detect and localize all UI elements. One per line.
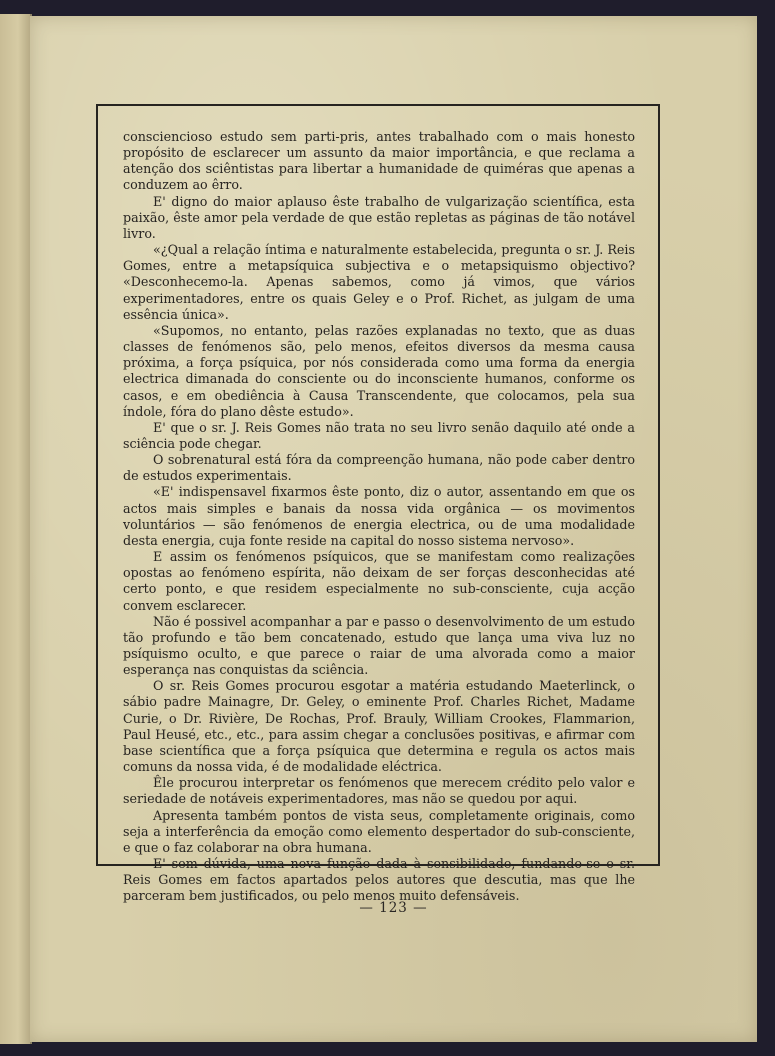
paragraph: Não é possivel acompanhar a par e passo o desenvolvimento de um estudo tão profundo e tão bem concatenado, estudo que lança uma viva luz no psíquismo oculto, e que parece o raiar de uma alvorada como a maior esperança nas conquistas da sciência. (123, 613, 635, 678)
paragraph: E' que o sr. J. Reis Gomes não trata no seu livro senão daquilo até onde a sciência pode chegar. (123, 419, 635, 451)
paragraph: «E' indispensavel fixarmos êste ponto, diz o autor, assentando em que os actos mais simples e banais da nossa vida orgânica — os movimentos voluntários — são fenómenos de energia electrica, ou de uma modalidade desta energia, cuja fonte reside na capital do nosso sistema nervoso». (123, 484, 635, 548)
previous-page-edge (0, 14, 32, 1044)
body-text (123, 129, 635, 905)
paragraph: Êle procurou interpretar os fenómenos que merecem crédito pelo valor e seriedade de notáveis experimentadores, mas não se quedou por aqui. (123, 775, 635, 807)
paragraph: Apresenta também pontos de vista seus, completamente originais, como seja a interferência da emoção como elemento despertador do sub-consciente, e que o faz colaborar na obra humana. (123, 807, 635, 855)
paragraph: O sr. Reis Gomes procurou esgotar a matéria estudando Maeterlinck, o sábio padre Mainagre, Dr. Geley, o eminente Prof. Charles Richet, Madame Curie, o Dr. Rivière, De Rochas, Prof. Brauly, William Crookes, Flammarion, Paul Heusé, etc., etc., para assim chegar a conclusões positivas, e afirmar com base scientífica que a força psíquica que determina e regula os actos mais comuns da nossa vida, é de modalidade eléctrica. (123, 678, 635, 775)
paragraph: «Supomos, no entanto, pelas razões explanadas no texto, que as duas classes de fenómenos são, pelo menos, efeitos diversos da mesma causa próxima, a força psíquica, por nós considerada como uma forma da energia electrica dimanada do consciente ou do inconsciente humanos, conforme os casos, e em obediência à Causa Transcendente, que colocamos, pela sua índole, fóra do plano dêste estudo». (123, 322, 635, 419)
paragraph: «¿Qual a relação íntima e naturalmente estabelecida, pregunta o sr. J. Reis Gomes, entre a metapsíquica subjectiva e o metapsiquismo objectivo? «Desconhecemo-la. Apenas sabemos, como já vimos, que vários experimentadores, entre os quais Geley e o Prof. Richet, as julgam de uma essência única». (123, 242, 635, 322)
page-number: — 123 — (359, 900, 428, 916)
paragraph: E' digno do maior aplauso êste trabalho de vulgarização scientífica, esta paixão, êste amor pela verdade de que estão repletas as páginas de tão notável livro. (123, 193, 635, 241)
page-sheet (30, 16, 757, 1042)
paragraph: E' sem dúvida, uma nova função dada à sensibilidade, fundando-se o sr. Reis Gomes em factos apartados pelos autores que descutia, mas que lhe parceram bem justificados, ou pelo menos muito defensáveis. (123, 856, 635, 904)
paragraph: O sobrenatural está fóra da compreenção humana, não pode caber dentro de estudos experimentais. (123, 452, 635, 484)
paragraph: consciencioso estudo sem parti-pris, antes trabalhado com o mais honesto propósito de esclarecer um assunto da maior importância, e que reclama a atenção dos sciêntistas para libertar a humanidade de quiméras que apenas a conduzem ao êrro. (123, 129, 635, 193)
paragraph: E assim os fenómenos psíquicos, que se manifestam como realizações opostas ao fenómeno espírita, não deixam de ser forças desconhecidas até certo ponto, e que residem especialmente no sub-consciente, cuja acção convem esclarecer. (123, 549, 635, 613)
